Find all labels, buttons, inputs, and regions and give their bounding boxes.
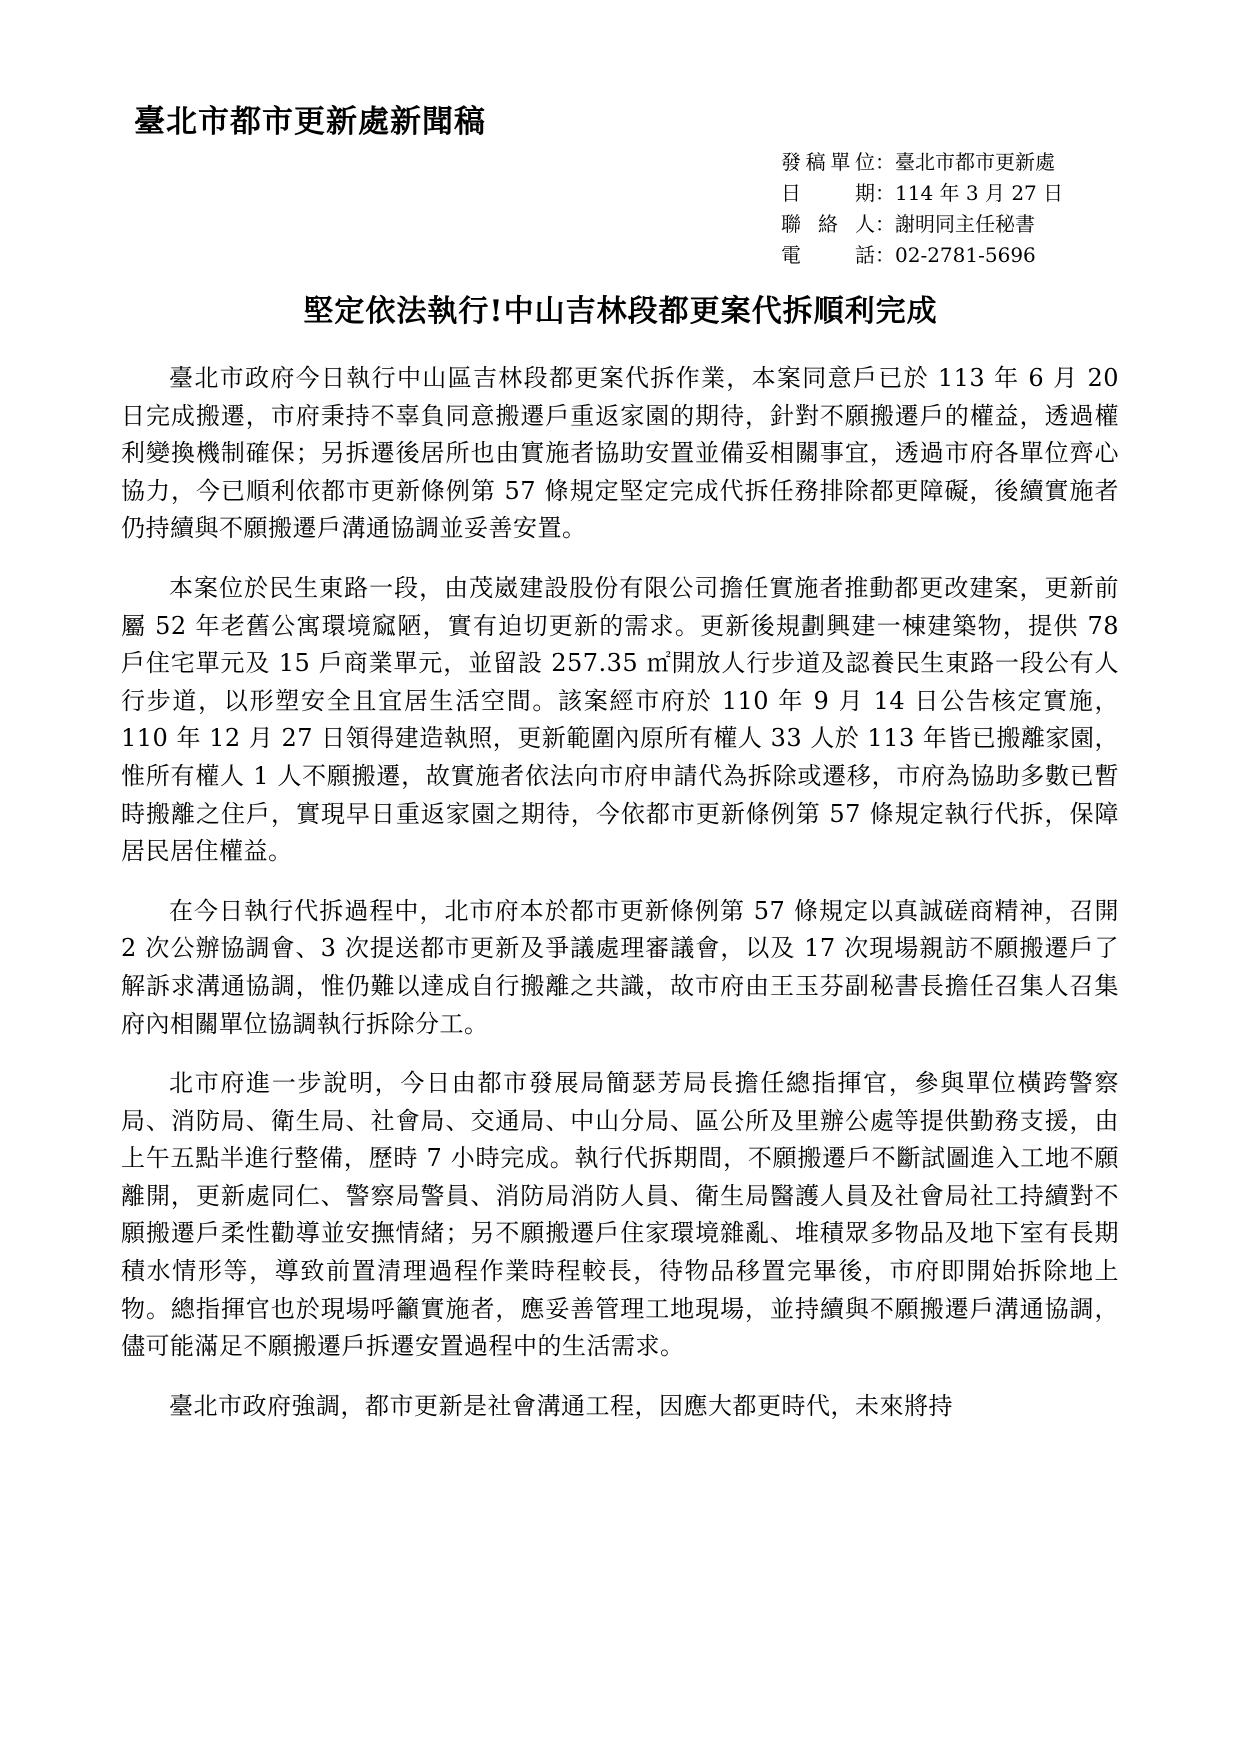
press-release-heading: 臺北市都市更新處新聞稿: [134, 104, 486, 140]
meta-label: 聯 絡 人: [781, 212, 875, 236]
meta-row-date: [781, 178, 1063, 209]
meta-value-contact: 謝明同主任秘書: [895, 212, 1035, 236]
article-title: 堅定依法執行!中山吉林段都更案代拆順利完成: [303, 294, 938, 329]
meta-colon: ：: [875, 150, 895, 174]
article-paragraph-5: 臺北市政府強調，都市更新是社會溝通工程，因應大都更時代，未來將持: [169, 1391, 953, 1420]
release-info-block: [781, 147, 1063, 271]
meta-label: 電 話: [781, 243, 875, 267]
article-paragraph-1: 臺北市政府今日執行中山區吉林段都更案代拆作業，本案同意戶已於 113 年 6 月 20 日完成搬遷，市府秉持不辜負同意搬遷戶重返家園的期待，針對不願搬遷戶的權益，透過權利變換機制確保；另拆遷後居所也由實施者協助安置並備妥相關事宜，透過市府各單位齊心協力，今已順利依都市更新條例第 57 條規定堅定完成代拆任務排除都更障礙，後續實施者仍持續與不願搬遷戶溝通協調並妥善安置。: [121, 364, 1119, 543]
meta-row-contact: [781, 209, 1063, 240]
meta-colon: ：: [875, 181, 895, 205]
meta-row-phone: [781, 240, 1063, 271]
meta-colon: ：: [875, 243, 895, 267]
meta-label: 發 稿 單 位: [781, 150, 875, 174]
article-paragraph-3: 在今日執行代拆過程中，北市府本於都市更新條例第 57 條規定以真誠磋商精神，召開 2 次公辦協調會、3 次提送都市更新及爭議處理審議會，以及 17 次現場親訪不願搬遷戶了解訴求溝通協調，惟仍難以達成自行搬離之共識，故市府由王玉芬副秘書長擔任召集人召集府內相關單位協調執行拆除分工。: [121, 896, 1119, 1038]
article-paragraph-4: 北市府進一步說明，今日由都市發展局簡瑟芳局長擔任總指揮官，參與單位橫跨警察局、消防局、衛生局、社會局、交通局、中山分局、區公所及里辦公處等提供勤務支援，由上午五點半進行整備，歷時 7 小時完成。執行代拆期間，不願搬遷戶不斷試圖進入工地不願離開，更新處同仁、警察局警員、消防局消防人員、衛生局醫護人員及社會局社工持續對不願搬遷戶柔性勸導並安撫情緒；另不願搬遷戶住家環境雜亂、堆積眾多物品及地下室有長期積水情形等，導致前置清理過程作業時程較長，待物品移置完畢後，市府即開始拆除地上物。總指揮官也於現場呼籲實施者，應妥善管理工地現場，並持續與不願搬遷戶溝通協調，儘可能滿足不願搬遷戶拆遷安置過程中的生活需求。: [121, 1069, 1119, 1361]
meta-value-date: 114 年 3 月 27 日: [895, 181, 1064, 205]
meta-label: 日 期: [781, 181, 875, 205]
article-body: [121, 360, 1119, 1447]
meta-value-issuer: 臺北市都市更新處: [895, 150, 1055, 174]
article-paragraph-2: 本案位於民生東路一段，由茂崴建設股份有限公司擔任實施者推動都更改建案，更新前屬 52 年老舊公寓環境窳陋，實有迫切更新的需求。更新後規劃興建一棟建築物，提供 78 戶住宅單元及 15 戶商業單元，並留設 257.35 ㎡開放人行步道及認養民生東路一段公有人行步道，以形塑安全且宜居生活空間。該案經市府於 110 年 9 月 14 日公告核定實施，110 年 12 月 27 日領得建造執照，更新範圍內原所有權人 33 人於 113 年皆已搬離家園，惟所有權人 1 人不願搬遷，故實施者依法向市府申請代為拆除或遷移，市府為協助多數已暫時搬離之住戶，實現早日重返家園之期待，今依都市更新條例第 57 條規定執行代拆，保障居民居住權益。: [121, 573, 1119, 866]
meta-row-issuer: [781, 147, 1063, 178]
meta-value-phone: 02-2781-5696: [895, 243, 1036, 267]
meta-colon: ：: [875, 212, 895, 236]
